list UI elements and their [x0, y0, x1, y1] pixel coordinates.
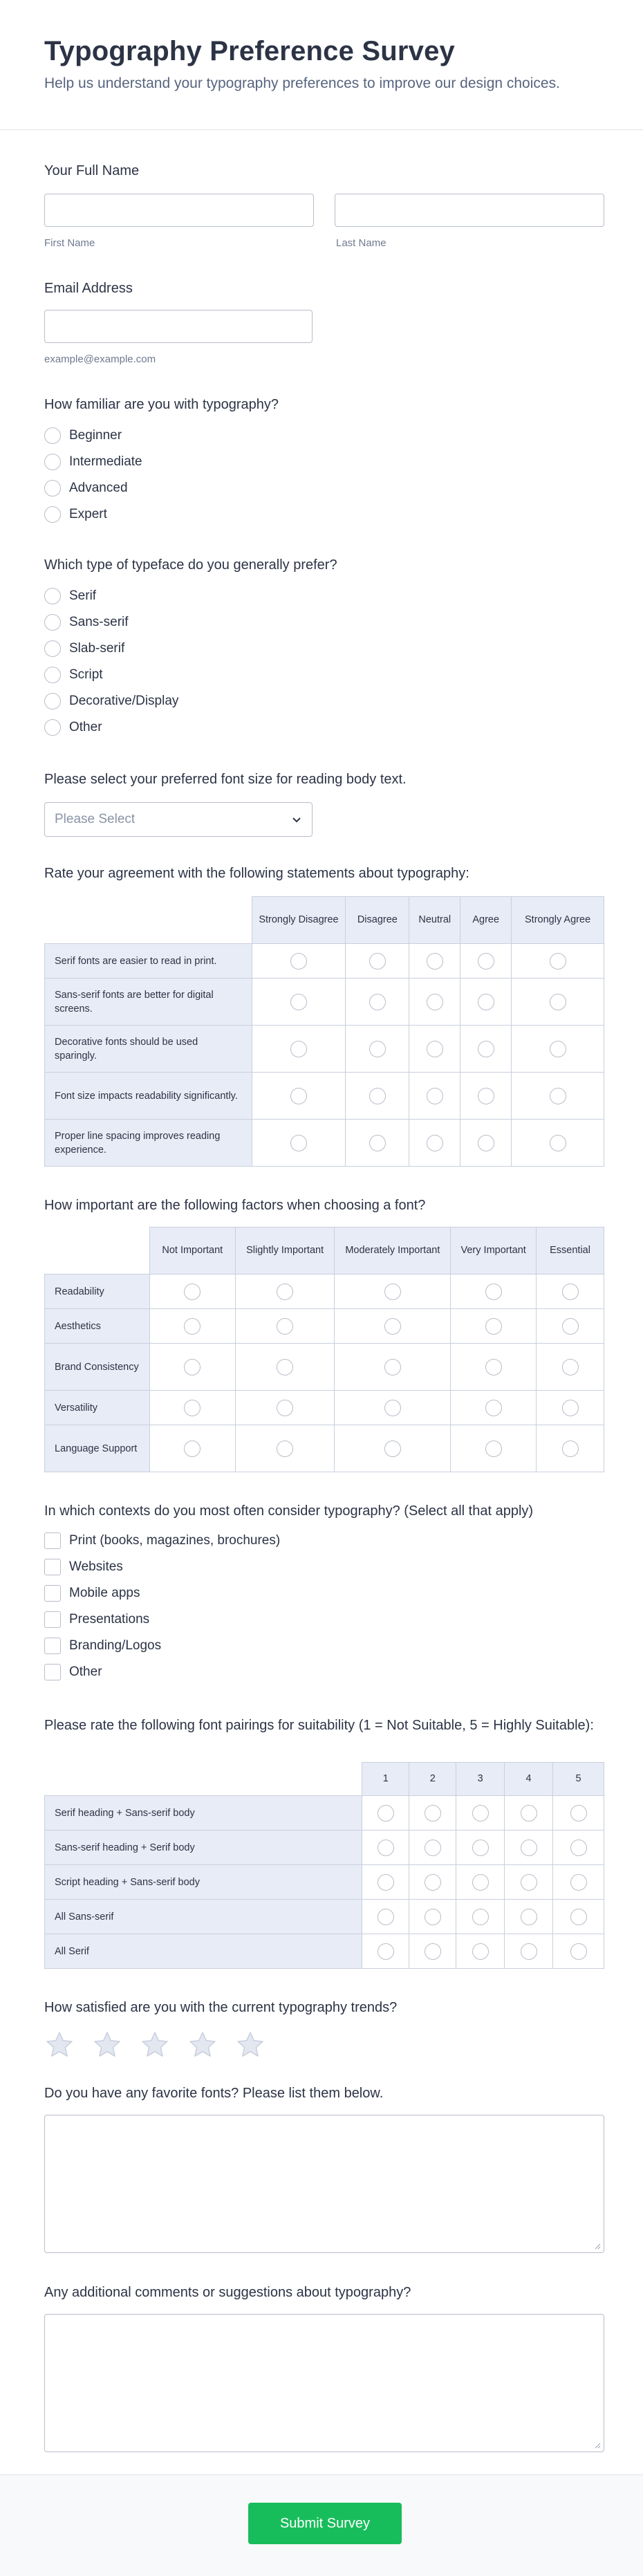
radio-button[interactable] — [427, 953, 443, 970]
radio-button[interactable] — [550, 1041, 566, 1057]
matrix-row — [45, 1344, 604, 1391]
radio-button[interactable] — [472, 1840, 489, 1856]
radio-button[interactable] — [472, 1943, 489, 1960]
matrix-row — [45, 944, 604, 979]
radio-button[interactable] — [562, 1359, 579, 1375]
radio-button[interactable] — [44, 667, 61, 683]
email-label: Email Address — [44, 281, 133, 296]
checkbox[interactable] — [44, 1559, 61, 1575]
form-header — [0, 0, 643, 130]
matrix-column-header: Moderately Important — [335, 1227, 451, 1275]
submit-button[interactable]: Submit Survey — [248, 2503, 402, 2544]
full-name-label: Your Full Name — [44, 163, 140, 178]
typeface-question: Which type of typeface do you generally prefer? — [44, 557, 337, 573]
radio-button[interactable] — [425, 1909, 441, 1925]
page-subtitle: Help us understand your typography preferences to improve our design choices. — [44, 75, 560, 91]
radio-button[interactable] — [472, 1874, 489, 1891]
radio-button[interactable] — [550, 1088, 566, 1104]
radio-button[interactable] — [44, 693, 61, 710]
radio-button[interactable] — [290, 1041, 307, 1057]
matrix-row-label: Language Support — [45, 1425, 150, 1472]
radio-button[interactable] — [521, 1874, 537, 1891]
contexts-option[interactable]: Mobile apps — [44, 1584, 140, 1603]
star-icon[interactable] — [187, 2030, 218, 2060]
radio-button[interactable] — [44, 454, 61, 470]
font-size-select[interactable]: Please Select — [44, 802, 313, 837]
radio-button[interactable] — [384, 1400, 401, 1416]
radio-button[interactable] — [570, 1943, 587, 1960]
radio-button[interactable] — [378, 1909, 394, 1925]
satisfaction-question: How satisfied are you with the current typography trends? — [44, 2000, 398, 2015]
typeface-option[interactable]: Other — [44, 718, 102, 737]
matrix-row — [45, 1865, 604, 1900]
radio-button[interactable] — [478, 1088, 494, 1104]
radio-button[interactable] — [521, 1909, 537, 1925]
checkbox[interactable] — [44, 1585, 61, 1602]
matrix-row — [45, 1309, 604, 1344]
contexts-option[interactable]: Websites — [44, 1557, 123, 1577]
matrix-column-header: 5 — [553, 1763, 604, 1796]
matrix-row-label: Sans-serif fonts are better for digital screens. — [45, 979, 252, 1026]
matrix-column-header: Essential — [537, 1227, 604, 1275]
matrix-row — [45, 1934, 604, 1969]
matrix-row-label: Readability — [45, 1275, 150, 1309]
typeface-option[interactable]: Sans-serif — [44, 613, 129, 632]
radio-button[interactable] — [427, 1041, 443, 1057]
last-name-sublabel: Last Name — [336, 237, 386, 249]
star-icon[interactable] — [92, 2030, 122, 2060]
radio-button[interactable] — [521, 1805, 537, 1822]
matrix-column-header: Not Important — [149, 1227, 235, 1275]
first-name-sublabel: First Name — [44, 237, 95, 249]
matrix-column-header: Neutral — [409, 897, 460, 944]
radio-button[interactable] — [570, 1805, 587, 1822]
radio-button[interactable] — [378, 1840, 394, 1856]
radio-button[interactable] — [277, 1359, 293, 1375]
matrix-column-header: Very Important — [451, 1227, 537, 1275]
contexts-question: In which contexts do you most often consider typography? (Select all that apply) — [44, 1503, 534, 1519]
matrix-row — [45, 1120, 604, 1167]
agreement-question: Rate your agreement with the following statements about typography: — [44, 866, 469, 881]
matrix-row — [45, 1900, 604, 1934]
matrix-row-label: All Serif — [45, 1934, 362, 1969]
radio-button[interactable] — [425, 1840, 441, 1856]
star-icon[interactable] — [140, 2030, 170, 2060]
importance-question: How important are the following factors when choosing a font? — [44, 1198, 426, 1213]
radio-button[interactable] — [478, 994, 494, 1010]
favorite-fonts-textarea[interactable] — [44, 2115, 604, 2253]
radio-button[interactable] — [521, 1943, 537, 1960]
radio-button[interactable] — [562, 1318, 579, 1335]
radio-button[interactable] — [290, 1135, 307, 1151]
matrix-row — [45, 1425, 604, 1472]
matrix-row — [45, 1073, 604, 1120]
first-name-input[interactable] — [44, 194, 314, 227]
radio-button[interactable] — [570, 1874, 587, 1891]
radio-button[interactable] — [378, 1943, 394, 1960]
contexts-option[interactable]: Other — [44, 1662, 102, 1682]
radio-button[interactable] — [562, 1284, 579, 1300]
radio-button[interactable] — [369, 1135, 386, 1151]
matrix-row-label: Aesthetics — [45, 1309, 150, 1344]
familiarity-question: How familiar are you with typography? — [44, 397, 279, 412]
radio-button[interactable] — [378, 1805, 394, 1822]
matrix-column-header: 2 — [409, 1763, 456, 1796]
radio-button[interactable] — [277, 1400, 293, 1416]
radio-button[interactable] — [570, 1909, 587, 1925]
resize-grip-icon[interactable] — [593, 2440, 601, 2449]
radio-button[interactable] — [184, 1400, 201, 1416]
contexts-option[interactable]: Print (books, magazines, brochures) — [44, 1531, 280, 1550]
matrix-column-header: Agree — [460, 897, 512, 944]
radio-button[interactable] — [384, 1359, 401, 1375]
radio-button[interactable] — [44, 614, 61, 631]
favorite-fonts-question: Do you have any favorite fonts? Please list them below. — [44, 2086, 384, 2101]
radio-button[interactable] — [550, 994, 566, 1010]
radio-button[interactable] — [478, 1135, 494, 1151]
radio-button[interactable] — [478, 1041, 494, 1057]
importance-matrix — [44, 1227, 604, 1472]
radio-button[interactable] — [369, 953, 386, 970]
radio-button[interactable] — [369, 1041, 386, 1057]
typeface-option[interactable]: Slab-serif — [44, 639, 124, 658]
radio-button[interactable] — [384, 1440, 401, 1457]
radio-button[interactable] — [277, 1440, 293, 1457]
matrix-row-label: Script heading + Sans-serif body — [45, 1865, 362, 1900]
font-size-question: Please select your preferred font size for reading body text. — [44, 772, 407, 787]
familiarity-option[interactable]: Advanced — [44, 479, 128, 498]
matrix-row — [45, 1275, 604, 1309]
radio-button[interactable] — [472, 1909, 489, 1925]
star-icon[interactable] — [235, 2030, 265, 2060]
familiarity-option[interactable]: Expert — [44, 505, 107, 524]
matrix-row-label: All Sans-serif — [45, 1900, 362, 1934]
matrix-column-header: Disagree — [346, 897, 409, 944]
familiarity-option[interactable]: Beginner — [44, 426, 122, 445]
matrix-row-label: Decorative fonts should be used sparingly. — [45, 1026, 252, 1073]
matrix-column-header: 1 — [362, 1763, 409, 1796]
radio-button[interactable] — [277, 1284, 293, 1300]
matrix-column-header: 3 — [456, 1763, 505, 1796]
contexts-option[interactable]: Presentations — [44, 1610, 149, 1629]
radio-button[interactable] — [485, 1400, 502, 1416]
matrix-row-label: Sans-serif heading + Serif body — [45, 1831, 362, 1865]
radio-button[interactable] — [550, 953, 566, 970]
matrix-row-label: Serif fonts are easier to read in print. — [45, 944, 252, 979]
checkbox[interactable] — [44, 1532, 61, 1549]
matrix-column-header: Strongly Agree — [512, 897, 604, 944]
radio-button[interactable] — [384, 1284, 401, 1300]
matrix-row-label: Brand Consistency — [45, 1344, 150, 1391]
radio-button[interactable] — [290, 953, 307, 970]
radio-button[interactable] — [184, 1440, 201, 1457]
radio-button[interactable] — [44, 506, 61, 523]
radio-button[interactable] — [44, 427, 61, 444]
matrix-column-header: 4 — [505, 1763, 553, 1796]
matrix-row — [45, 979, 604, 1026]
star-rating — [44, 2030, 283, 2060]
radio-button[interactable] — [184, 1359, 201, 1375]
comments-textarea[interactable] — [44, 2314, 604, 2452]
radio-button[interactable] — [485, 1359, 502, 1375]
agreement-matrix — [44, 896, 604, 1167]
radio-button[interactable] — [378, 1874, 394, 1891]
radio-button[interactable] — [562, 1440, 579, 1457]
comments-question: Any additional comments or suggestions about typography? — [44, 2285, 411, 2300]
radio-button[interactable] — [485, 1440, 502, 1457]
form-footer — [0, 2474, 643, 2576]
radio-button[interactable] — [425, 1943, 441, 1960]
radio-button[interactable] — [369, 1088, 386, 1104]
radio-button[interactable] — [384, 1318, 401, 1335]
radio-button[interactable] — [472, 1805, 489, 1822]
typeface-option[interactable]: Serif — [44, 586, 96, 606]
matrix-row-label: Serif heading + Sans-serif body — [45, 1796, 362, 1831]
matrix-row-label: Proper line spacing improves reading experience. — [45, 1120, 252, 1167]
radio-button[interactable] — [425, 1805, 441, 1822]
radio-button[interactable] — [44, 640, 61, 657]
checkbox[interactable] — [44, 1664, 61, 1680]
radio-button[interactable] — [550, 1135, 566, 1151]
radio-button[interactable] — [290, 994, 307, 1010]
radio-button[interactable] — [369, 994, 386, 1010]
matrix-row — [45, 1391, 604, 1425]
radio-button[interactable] — [44, 480, 61, 497]
radio-button[interactable] — [277, 1318, 293, 1335]
email-sublabel: example@example.com — [44, 353, 156, 365]
checkbox[interactable] — [44, 1611, 61, 1628]
radio-button[interactable] — [478, 953, 494, 970]
radio-button[interactable] — [570, 1840, 587, 1856]
radio-button[interactable] — [427, 1088, 443, 1104]
star-icon[interactable] — [44, 2030, 75, 2060]
radio-button[interactable] — [427, 994, 443, 1010]
typeface-option[interactable]: Script — [44, 665, 103, 685]
matrix-column-header: Strongly Disagree — [252, 897, 346, 944]
last-name-input[interactable] — [335, 194, 604, 227]
page-title: Typography Preference Survey — [44, 36, 455, 66]
matrix-column-header: Slightly Important — [235, 1227, 335, 1275]
radio-button[interactable] — [427, 1135, 443, 1151]
matrix-row — [45, 1831, 604, 1865]
radio-button[interactable] — [184, 1284, 201, 1300]
pairings-matrix — [44, 1762, 604, 1969]
radio-button[interactable] — [44, 588, 61, 604]
typeface-option[interactable]: Decorative/Display — [44, 692, 178, 711]
matrix-row-label: Font size impacts readability significantly. — [45, 1073, 252, 1120]
radio-button[interactable] — [562, 1400, 579, 1416]
matrix-row-label: Versatility — [45, 1391, 150, 1425]
contexts-option[interactable]: Branding/Logos — [44, 1636, 161, 1656]
radio-button[interactable] — [184, 1318, 201, 1335]
email-input[interactable] — [44, 310, 313, 343]
pairings-question: Please rate the following font pairings for suitability (1 = Not Suitable, 5 = Highly Suitable): — [44, 1718, 594, 1733]
resize-grip-icon[interactable] — [593, 2241, 601, 2250]
radio-button[interactable] — [485, 1284, 502, 1300]
radio-button[interactable] — [290, 1088, 307, 1104]
radio-button[interactable] — [485, 1318, 502, 1335]
matrix-row — [45, 1026, 604, 1073]
chevron-down-icon — [290, 813, 304, 826]
radio-button[interactable] — [521, 1840, 537, 1856]
familiarity-option[interactable]: Intermediate — [44, 452, 142, 472]
radio-button[interactable] — [425, 1874, 441, 1891]
matrix-row — [45, 1796, 604, 1831]
radio-button[interactable] — [44, 719, 61, 736]
checkbox[interactable] — [44, 1638, 61, 1654]
